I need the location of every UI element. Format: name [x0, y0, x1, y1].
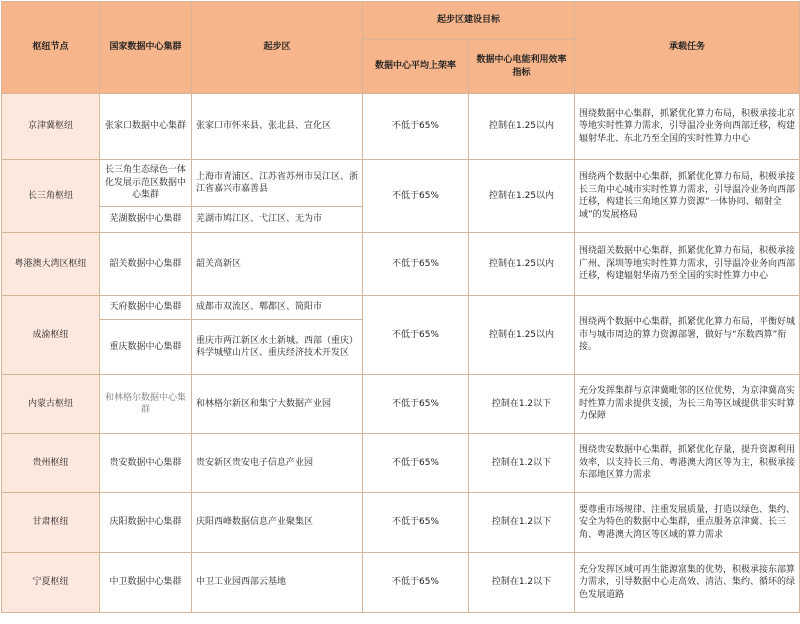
cluster-name: 长三角生态绿色一体化发展示范区数据中心集群 [100, 160, 192, 207]
cluster-name: 中卫数据中心集群 [100, 553, 192, 613]
task-text: 围绕韶关数据中心集群，抓紧优化算力布局，积极承接广州、深圳等地实时性算力需求，引导温冷业务向西部迁移，构建辐射华南乃至全国的实时性算力中心 [575, 233, 800, 296]
header-hub: 枢纽节点 [2, 2, 100, 94]
hub-name: 宁夏枢纽 [2, 553, 100, 613]
task-text: 围绕数据中心集群，抓紧优化算力布局，积极承接北京等地实时性算力需求，引导温冷业务向西部迁移，构建辐射华北、东北乃至全国的实时性算力中心 [575, 94, 800, 160]
cluster-name: 芜湖数据中心集群 [100, 207, 192, 233]
rack-rate: 不低于65% [363, 375, 469, 434]
cluster-name: 天府数据中心集群 [100, 296, 192, 320]
zone-name: 张家口市怀来县、张北县、宣化区 [192, 94, 363, 160]
cluster-name: 重庆数据中心集群 [100, 320, 192, 375]
pue-target: 控制在1.2以下 [469, 375, 575, 434]
zone-name: 芜湖市鸠江区、弋江区、无为市 [192, 207, 363, 233]
rack-rate: 不低于65% [363, 94, 469, 160]
table-row [2, 233, 800, 296]
task-text: 充分发挥集群与京津冀毗邻的区位优势，为京津冀高实时性算力需求提供支援，为长三角等区域提供非实时算力保障 [575, 375, 800, 434]
pue-target: 控制在1.2以下 [469, 434, 575, 493]
hub-name: 长三角枢纽 [2, 160, 100, 233]
hub-name: 粤港澳大湾区枢纽 [2, 233, 100, 296]
hub-table [1, 1, 800, 613]
hub-name: 贵州枢纽 [2, 434, 100, 493]
table-row [2, 375, 800, 434]
cluster-name: 韶关数据中心集群 [100, 233, 192, 296]
zone-name: 中卫工业园西部云基地 [192, 553, 363, 613]
header-cluster: 国家数据中心集群 [100, 2, 192, 94]
pue-target: 控制在1.25以内 [469, 160, 575, 233]
rack-rate: 不低于65% [363, 493, 469, 553]
hub-name: 成渝枢纽 [2, 296, 100, 375]
table-row [2, 296, 800, 320]
table-row [2, 160, 800, 207]
cluster-name: 庆阳数据中心集群 [100, 493, 192, 553]
table-row [2, 434, 800, 493]
cluster-name: 和林格尔数据中心集群 [100, 375, 192, 434]
task-text: 围绕两个数据中心集群，抓紧优化算力布局，平衡好城市与城市周边的算力资源部署，做好与“东数西算”衔接。 [575, 296, 800, 375]
header-zone: 起步区 [192, 2, 363, 94]
rack-rate: 不低于65% [363, 434, 469, 493]
hub-name: 甘肃枢纽 [2, 493, 100, 553]
header-rack-rate: 数据中心平均上架率 [363, 40, 469, 94]
pue-target: 控制在1.25以内 [469, 296, 575, 375]
hub-name: 京津冀枢纽 [2, 94, 100, 160]
table-row [2, 94, 800, 160]
rack-rate: 不低于65% [363, 296, 469, 375]
zone-name: 韶关高新区 [192, 233, 363, 296]
header-goals: 起步区建设目标 [363, 2, 575, 40]
zone-name: 重庆市两江新区水土新城、西部（重庆）科学城璧山片区、重庆经济技术开发区 [192, 320, 363, 375]
zone-name: 上海市青浦区、江苏省苏州市吴江区、浙江省嘉兴市嘉善县 [192, 160, 363, 207]
zone-name: 贵安新区贵安电子信息产业园 [192, 434, 363, 493]
task-text: 围绕两个数据中心集群，抓紧优化算力布局，积极承接长三角中心城市实时性算力需求，引导温冷业务向西部迁移，构建长三角地区算力资源“一体协同、辐射全域”的发展格局 [575, 160, 800, 233]
pue-target: 控制在1.25以内 [469, 94, 575, 160]
header-task: 承载任务 [575, 2, 800, 94]
pue-target: 控制在1.2以下 [469, 493, 575, 553]
task-text: 充分发挥区域可再生能源富集的优势，积极承接东部算力需求，引导数据中心走高效、清洁、集约、循环的绿色发展道路 [575, 553, 800, 613]
rack-rate: 不低于65% [363, 233, 469, 296]
zone-name: 庆阳西峰数据信息产业聚集区 [192, 493, 363, 553]
zone-name: 成都市双流区、郫都区、简阳市 [192, 296, 363, 320]
pue-target: 控制在1.2以下 [469, 553, 575, 613]
task-text: 要尊重市场规律、注重发展质量，打造以绿色、集约、安全为特色的数据中心集群，重点服务京津冀、长三角、粤港澳大湾区等区域的算力需求 [575, 493, 800, 553]
table-body [2, 94, 800, 613]
rack-rate: 不低于65% [363, 160, 469, 233]
hub-name: 内蒙古枢纽 [2, 375, 100, 434]
table-row [2, 553, 800, 613]
cluster-name: 贵安数据中心集群 [100, 434, 192, 493]
header-pue: 数据中心电能利用效率指标 [469, 40, 575, 94]
zone-name: 和林格尔新区和集宁大数据产业园 [192, 375, 363, 434]
rack-rate: 不低于65% [363, 553, 469, 613]
cluster-name: 张家口数据中心集群 [100, 94, 192, 160]
task-text: 围绕贵安数据中心集群，抓紧优化存量，提升资源利用效率，以支持长三角、粤港澳大湾区等为主，积极承接东部地区算力需求 [575, 434, 800, 493]
pue-target: 控制在1.25以内 [469, 233, 575, 296]
table-row [2, 493, 800, 553]
